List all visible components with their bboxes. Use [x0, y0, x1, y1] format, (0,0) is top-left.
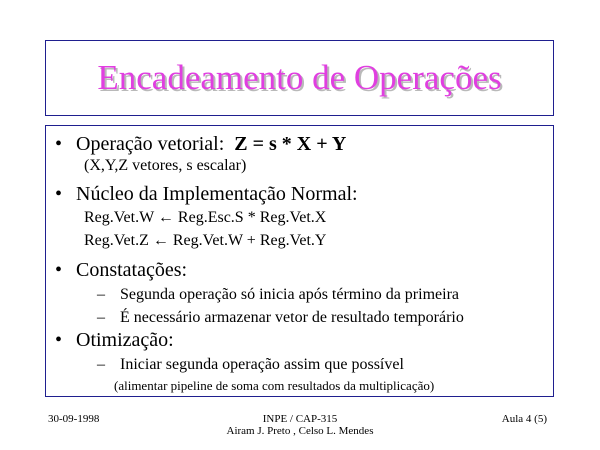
bullet-2-line-1: Reg.Vet.W ← Reg.Esc.S * Reg.Vet.X: [84, 209, 327, 226]
bullet-3-item-2: É necessário armazenar vetor de resultado temporário: [120, 309, 464, 326]
bullet-3-item-1: Segunda operação só inicia após término da primeira: [120, 286, 459, 303]
dash-marker: –: [97, 286, 105, 303]
bullet-4-text: Otimização:: [76, 329, 174, 351]
bullet-3-text: Constatações:: [76, 259, 188, 281]
bullet-4-note: (alimentar pipeline de soma com resultados da multiplicação): [114, 378, 435, 393]
dash-marker: –: [97, 309, 105, 326]
bullet-2-line-2: Reg.Vet.Z ← Reg.Vet.W + Reg.Vet.Y: [84, 232, 327, 249]
bullet-marker: •: [55, 183, 63, 205]
bullet-1-label: Operação vetorial:: [76, 133, 225, 155]
dash-marker: –: [97, 356, 105, 373]
footer-course: INPE / CAP-315: [262, 413, 338, 425]
bullet-1-formula: Z = s * X + Y: [234, 133, 347, 155]
footer-authors: Airam J. Preto , Celso L. Mendes: [226, 425, 374, 437]
footer-date: 30-09-1998: [48, 413, 100, 425]
bullet-marker: •: [55, 259, 63, 281]
bullet-marker: •: [55, 329, 63, 351]
slide-title: Encadeamento de Operações: [97, 58, 502, 97]
bullet-1-sub: (X,Y,Z vetores, s escalar): [84, 157, 247, 174]
footer-page: Aula 4 (5): [501, 413, 547, 425]
bullet-4-item-1: Iniciar segunda operação assim que possível: [120, 356, 404, 373]
bullet-1-text: [76, 133, 346, 156]
bullet-2-text: Núcleo da Implementação Normal:: [76, 183, 358, 205]
content-box: [45, 125, 554, 397]
title-box: [45, 40, 554, 116]
bullet-marker: •: [55, 133, 63, 155]
